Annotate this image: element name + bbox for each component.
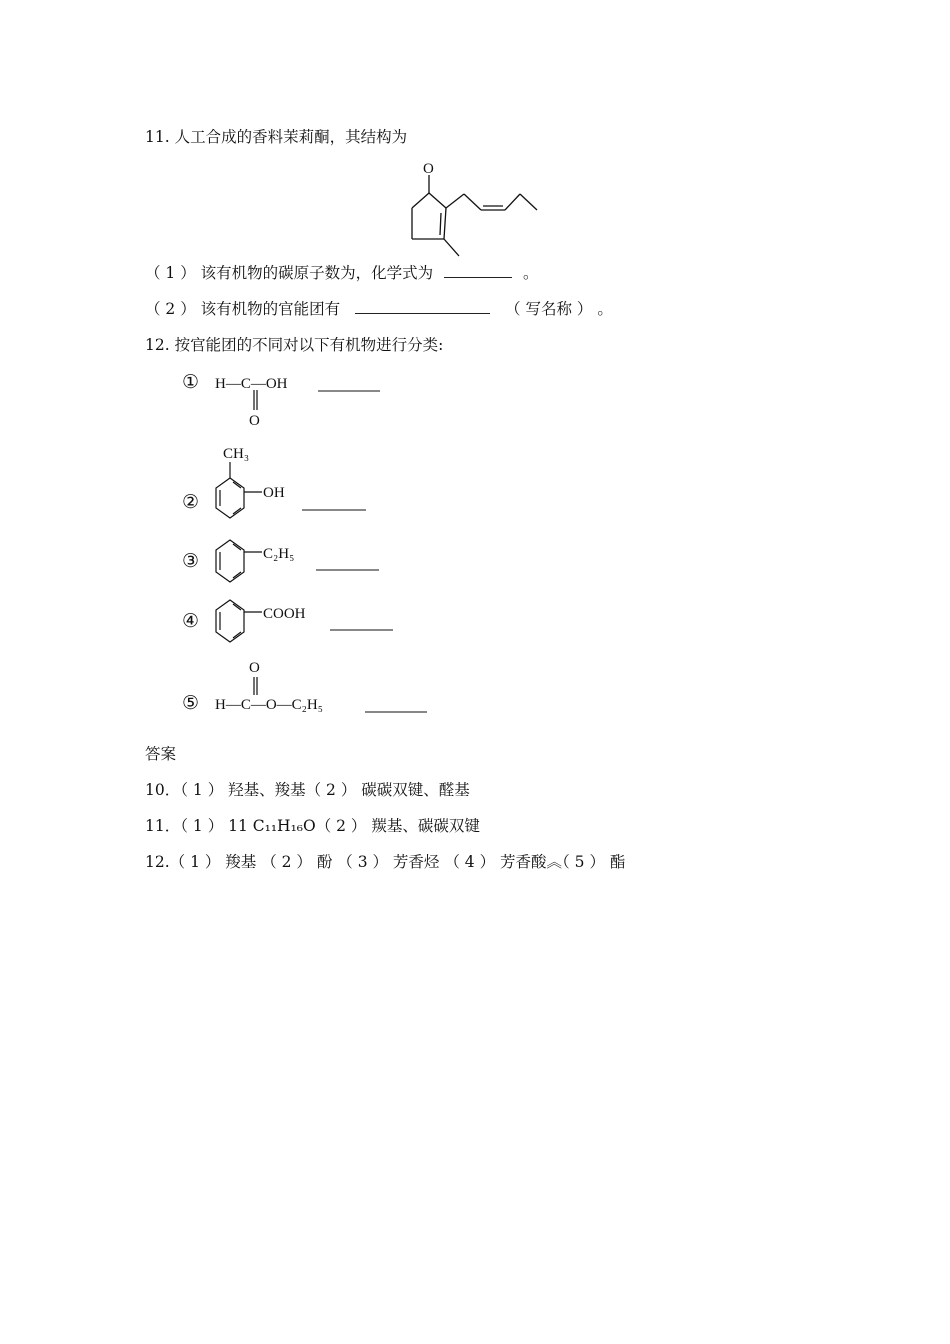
q12-item-5 [180, 655, 440, 717]
q11-part1-blank[interactable] [444, 263, 512, 278]
q11-part1-text: （ 1 ） 该有机物的碳原子数为，化学式为 [145, 264, 434, 282]
q11-title: 11. 人工合成的香料茉莉酮，其结构为 [145, 128, 408, 146]
answer-12: 12.（ 1 ） 羧基 （ 2 ） 酚 （ 3 ） 芳香烃 （ 4 ） 芳香酸︽（ 5 ） 酯 [145, 853, 626, 871]
answers-heading: 答案 [145, 745, 177, 763]
q12-item-4 [180, 590, 400, 650]
q12-item-2 [180, 438, 380, 528]
q12-item-2-number: ② [182, 491, 200, 513]
q12-item-1-number: ① [182, 371, 200, 393]
q11-part2-end: （ 写名称 ） 。 [505, 300, 613, 318]
q12-item-5-formula: H—C—O—C₂H₅ [215, 697, 323, 713]
q12-item-4-number: ④ [182, 610, 200, 632]
q12-item-2-hydroxyl: OH [263, 485, 285, 501]
q12-title: 12. 按官能团的不同对以下有机物进行分类: [145, 336, 444, 354]
q12-item-3-number: ③ [182, 550, 200, 572]
q11-part1-end: 。 [523, 264, 539, 282]
answer-11: 11．（ 1 ） 11 C₁₁H₁₆O（ 2 ） 羰基、碳碳双键 [145, 817, 480, 835]
q12-item-1-oxygen: O [249, 413, 260, 429]
q12-item-2-methyl: CH₃ [223, 446, 250, 462]
q12-item-3 [180, 530, 390, 590]
q12-item-5-number: ⑤ [182, 692, 200, 714]
q12-item-3-ethyl: C₂H₅ [263, 546, 295, 562]
benzene-ring-icon [216, 478, 244, 518]
answer-10: 10．（ 1 ） 羟基、羧基（ 2 ） 碳碳双键、醛基 [145, 781, 470, 799]
q12-item-1 [180, 366, 390, 432]
benzene-ring-icon [216, 540, 244, 582]
benzene-ring-icon [216, 600, 244, 642]
q11-part2-text: （ 2 ） 该有机物的官能团有 [145, 300, 341, 318]
q11-part2-blank[interactable] [355, 299, 490, 314]
q11-part2 [145, 299, 613, 319]
q12-item-4-carboxyl: COOH [263, 606, 306, 622]
q12-item-5-oxygen: O [249, 660, 260, 676]
jasmone-oxygen-label: O [423, 161, 434, 177]
q12-item-1-formula: H—C—OH [215, 376, 288, 392]
q11-part1 [145, 263, 539, 283]
jasmone-structure [380, 155, 560, 265]
